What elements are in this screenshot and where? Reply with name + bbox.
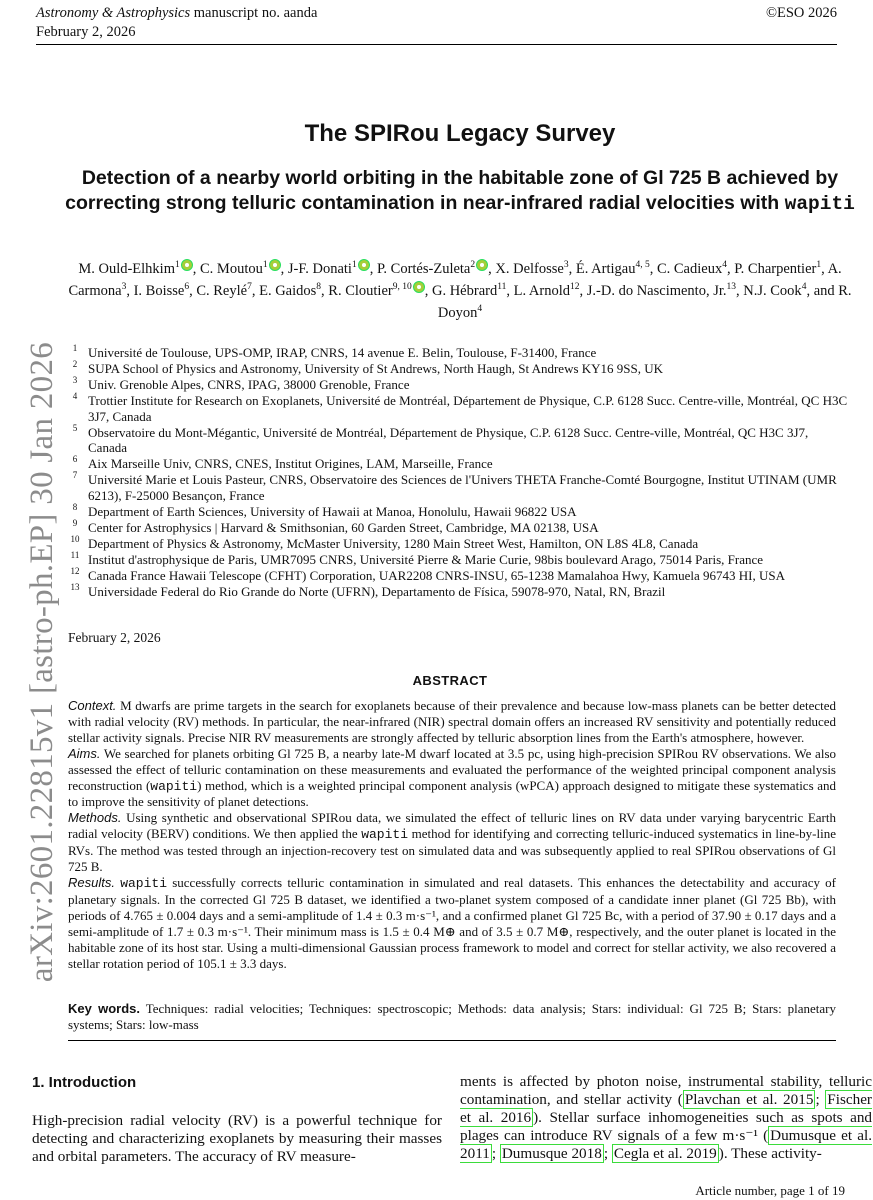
affiliation-text: Trottier Institute for Research on Exoplanets, Université de Montréal, Département de Physique, C.P. 6128 Succ. Centre-ville, Montréal, QC H3C 3J7, Canada bbox=[88, 392, 848, 424]
aims-text-b: ) method, which is a weighted principal component analysis (wPCA) approach designed to mitigate these systematics and to improve the sensitivity of planet detections. bbox=[68, 777, 836, 810]
abstract-methods bbox=[68, 810, 836, 875]
author-name: J-F. Donati bbox=[287, 261, 352, 277]
author bbox=[328, 283, 432, 299]
affiliation-text: Department of Physics & Astronomy, McMaster University, 1280 Main Street West, Hamilton, ON L8S 4L8, Canada bbox=[88, 535, 699, 551]
journal-name: Astronomy & Astrophysics bbox=[36, 5, 191, 21]
affiliation-item bbox=[68, 374, 848, 393]
author-affiliation-number: 1 bbox=[175, 260, 180, 271]
author-separator: , bbox=[821, 261, 828, 277]
author-affiliation-number: 1 bbox=[816, 260, 822, 271]
author bbox=[576, 261, 657, 277]
author bbox=[743, 283, 838, 299]
subtitle-code: wapiti bbox=[784, 193, 855, 215]
author-name: P. Cortés-Zuleta bbox=[376, 261, 471, 277]
orcid-icon[interactable] bbox=[269, 259, 281, 271]
author-name: M. Ould-Elhkim bbox=[78, 261, 175, 277]
abstract-context bbox=[68, 698, 836, 746]
abstract-aims bbox=[68, 746, 836, 811]
abstract-results bbox=[68, 875, 836, 971]
author-affiliation-number: 12 bbox=[570, 282, 580, 293]
author-name: G. Hébrard bbox=[431, 283, 498, 299]
author bbox=[288, 261, 377, 277]
author bbox=[134, 283, 197, 299]
author bbox=[495, 261, 575, 277]
author-name: L. Arnold bbox=[513, 283, 571, 299]
author-separator: , bbox=[369, 261, 377, 277]
affiliation-item bbox=[68, 358, 848, 377]
abstract-heading: ABSTRACT bbox=[412, 673, 488, 688]
page-footer: Article number, page 1 of 19 bbox=[695, 1183, 845, 1198]
author-affiliation-number: 1 bbox=[262, 260, 268, 271]
author-affiliation-number: 4 bbox=[477, 304, 483, 315]
orcid-icon[interactable] bbox=[413, 281, 425, 293]
author-name: R. Doyon bbox=[437, 283, 852, 321]
affiliation-text: Université Marie et Louis Pasteur, CNRS, Observatoire des Sciences de l'Univers THETA Franche-Comté Bourgogne, Institut UTINAM (UMR 6213), F-25000 Besançon, France bbox=[88, 472, 837, 504]
affiliation-text: Aix Marseille Univ, CNRS, CNES, Institut Origines, LAM, Marseille, France bbox=[88, 456, 493, 472]
results-code: wapiti bbox=[120, 875, 167, 891]
affiliation-text: Department of Earth Sciences, University of Hawaii at Manoa, Honolulu, Hawaii 96822 USA bbox=[88, 504, 577, 520]
intro-left-column: High-precision radial velocity (RV) is a powerful technique for detecting and characterizing exoplanets by measuring their masses and orbital parameters. The accuracy of RV measure- bbox=[32, 1112, 442, 1165]
author-separator: , bbox=[726, 261, 735, 277]
orcid-icon[interactable] bbox=[358, 259, 370, 271]
author-separator: , bbox=[736, 283, 744, 299]
orcid-icon[interactable] bbox=[476, 259, 488, 271]
affiliation-item bbox=[68, 581, 848, 600]
header-divider bbox=[36, 44, 837, 45]
affiliation-text: Observatoire du Mont-Mégantic, Université de Montréal, Département de Physique, C.P. 6128 Succ. Centre-ville, Montréal, QC H3C 3J7, Canada bbox=[88, 424, 809, 456]
author-separator: , bbox=[126, 283, 134, 299]
author-separator: , bbox=[506, 283, 514, 299]
manuscript-id: manuscript no. aanda bbox=[193, 5, 318, 21]
affiliation-item bbox=[68, 472, 848, 504]
author bbox=[196, 283, 259, 299]
affiliation-number: 12 bbox=[70, 565, 80, 576]
affiliation-number: 9 bbox=[72, 517, 78, 528]
affiliation-number: 5 bbox=[72, 422, 78, 433]
methods-code: wapiti bbox=[361, 827, 409, 843]
methods-text-a: Using synthetic and observational SPIRou data, we simulated the effect of telluric lines on RV data under varying barycentric Earth radial velocity (BERV) conditions. We then applied the bbox=[68, 810, 836, 842]
author-name: A. Carmona bbox=[68, 261, 842, 299]
author-affiliation-number: 4, 5 bbox=[635, 260, 650, 271]
author-affiliation-number: 2 bbox=[470, 260, 476, 271]
keywords-text: Techniques: radial velocities; Techniques: spectroscopic; Methods: data analysis; Stars: individual: Gl 725 B; Stars: planetary systems; Stars: low-mass bbox=[68, 1001, 837, 1032]
author-affiliation-number: 13 bbox=[726, 282, 737, 293]
running-header bbox=[36, 4, 317, 42]
affiliation-number: 1 bbox=[72, 343, 78, 353]
author-name: É. Artigau bbox=[575, 261, 636, 277]
author-name: C. Reylé bbox=[196, 283, 248, 299]
affiliation-text: SUPA School of Physics and Astronomy, University of St Andrews, North Haugh, St Andrews KY16 9SS, UK bbox=[88, 360, 664, 376]
affiliation-text: Institut d'astrophysique de Paris, UMR7095 CNRS, Université Pierre & Marie Curie, 98bis boulevard Arago, 75014 Paris, France bbox=[88, 551, 764, 567]
author-separator: , bbox=[579, 283, 587, 299]
affiliation-number: 4 bbox=[72, 390, 78, 401]
author-affiliation-number: 6 bbox=[184, 282, 190, 293]
orcid-icon[interactable] bbox=[181, 259, 193, 271]
author bbox=[78, 261, 200, 277]
author-affiliation-number: 11 bbox=[497, 282, 507, 293]
intro-text-a: ments is affected by photon noise, instrumental stability, telluric contamination, and stellar activity ( bbox=[460, 1073, 872, 1108]
author-name: R. Cloutier bbox=[328, 283, 393, 299]
paper-title: The SPIRou Legacy Survey bbox=[304, 120, 616, 147]
author bbox=[200, 261, 288, 277]
intro-right-column: ments is affected by photon noise, instrumental stability, telluric contamination, and stellar activity ( Plavchan et al. 2015 ; Fischer et al. 2016 ). Stellar surface inhomogeneities such as spots and plages can introduce RV signals of a few m·s⁻¹ ( Dumusque et al. 2011 ; Dumusque 2018 ; Cegla et al. 2019 ). These activity- bbox=[460, 1073, 873, 1162]
aims-code: wapiti bbox=[150, 778, 198, 794]
affiliation-item bbox=[68, 422, 848, 457]
author-name: C. Cadieux bbox=[656, 261, 723, 277]
author-name: I. Boisse bbox=[133, 283, 185, 299]
author-separator: , bbox=[424, 283, 432, 299]
affiliation-number: 2 bbox=[72, 358, 78, 369]
author-name: X. Delfosse bbox=[495, 261, 564, 277]
affiliation-text: Universidade Federal do Rio Grande do Norte (UFRN), Departamento de Física, 59078-970, Natal, RN, Brazil bbox=[88, 583, 666, 599]
affiliation-item bbox=[68, 345, 848, 361]
author-affiliation-number: 3 bbox=[121, 282, 127, 293]
author bbox=[514, 283, 587, 299]
affiliation-number: 13 bbox=[70, 581, 80, 592]
received-date: February 2, 2026 bbox=[68, 630, 161, 645]
citation-link[interactable]: Fischer et al. 2016 bbox=[460, 1091, 872, 1126]
author-separator: , and bbox=[806, 283, 839, 299]
author-affiliation-number: 7 bbox=[247, 282, 252, 293]
citation-link[interactable]: Dumusque 2018 bbox=[501, 1145, 602, 1162]
author-name: N.J. Cook bbox=[743, 283, 802, 299]
affiliation-list bbox=[68, 345, 848, 600]
keywords-label: Key words. bbox=[68, 1001, 141, 1016]
author-separator: , bbox=[251, 283, 260, 299]
author-name: P. Charpentier bbox=[734, 261, 817, 277]
keywords bbox=[68, 1001, 836, 1033]
affiliation-number: 6 bbox=[72, 454, 78, 465]
affiliation-item bbox=[68, 456, 848, 472]
author-list bbox=[60, 258, 860, 324]
arxiv-stamp[interactable]: arXiv:2601.22815v1 [astro-ph.EP] 30 Jan 2026 bbox=[24, 341, 60, 983]
author bbox=[734, 261, 827, 277]
affiliation-item bbox=[68, 517, 848, 536]
author bbox=[587, 283, 744, 299]
author bbox=[432, 283, 514, 299]
affiliation-number: 3 bbox=[72, 374, 78, 385]
author bbox=[657, 261, 734, 277]
results-label: Results. bbox=[68, 874, 115, 890]
citation-link[interactable]: Cegla et al. 2019 bbox=[613, 1145, 717, 1162]
copyright: ©ESO 2026 bbox=[765, 5, 837, 21]
author-affiliation-number: 8 bbox=[316, 282, 322, 293]
aims-label: Aims. bbox=[68, 745, 101, 761]
affiliation-text: Univ. Grenoble Alpes, CNRS, IPAG, 38000 Grenoble, France bbox=[88, 376, 410, 392]
author-affiliation-number: 1 bbox=[351, 260, 357, 271]
citation-link[interactable]: Plavchan et al. 2015 bbox=[684, 1091, 814, 1108]
context-label: Context. bbox=[68, 698, 117, 713]
affiliation-item bbox=[68, 565, 848, 584]
abstract-divider bbox=[68, 1040, 836, 1041]
affiliation-number: 8 bbox=[72, 502, 78, 513]
author-affiliation-number: 3 bbox=[563, 260, 569, 271]
author-separator: , bbox=[321, 283, 329, 299]
subtitle-text: Detection of a nearby world orbiting in the habitable zone of Gl 725 B achieved by correcting strong telluric contamination in near-infrared radial velocities with bbox=[65, 167, 839, 214]
affiliation-number: 11 bbox=[70, 549, 80, 560]
intro-text-c: ). These activity- bbox=[718, 1145, 822, 1162]
affiliation-number: 7 bbox=[72, 470, 78, 481]
author-separator: , bbox=[649, 261, 657, 277]
methods-text-b: method for identifying and correcting telluric-induced systematics in line-by-line RVs. The method was tested through an injection-recovery test on simulated data and was subsequently applied to real SPIRou observations of Gl 725 B. bbox=[68, 826, 836, 875]
section-heading-introduction: 1. Introduction bbox=[32, 1074, 137, 1091]
methods-label: Methods. bbox=[68, 810, 122, 826]
affiliation-text: Université de Toulouse, UPS-OMP, IRAP, CNRS, 14 avenue E. Belin, Toulouse, F-31400, France bbox=[88, 345, 597, 360]
affiliation-item bbox=[68, 533, 848, 552]
affiliation-item bbox=[68, 504, 848, 520]
author bbox=[377, 261, 495, 277]
author-affiliation-number: 4 bbox=[801, 282, 807, 293]
author-affiliation-number: 4 bbox=[722, 260, 727, 271]
results-text: successfully corrects telluric contamination in simulated and real datasets. This enhances the detectability and accuracy of planetary signals. In the corrected Gl 725 B dataset, we identified a two-planet system composed of a candidate inner planet (Gl 725 Bb), with periods of 4.765 ± 0.004 days and a semi-amplitude of 1.4 ± 0.3 m·s⁻¹, and a confirmed planet Gl 725 Bc, with a period of 37.90 ± 0.17 days and a semi-amplitude of 1.7 ± 0.3 m·s⁻¹. Their minimum mass is 1.5 ± 0.4 M⊕ and of 3.5 ± 0.7 M⊕, respectively, and the outer planet is located in the habitable zone of its host star. Using a multi-dimensional Gaussian process framework to model and correct for stellar activity, we also recovered a stellar rotation period of 105.1 ± 3.3 days. bbox=[68, 874, 837, 971]
context-text: M dwarfs are prime targets in the search for exoplanets because of their prevalence and because low-mass planets can be better detected with radial velocity (RV) methods. In particular, the near-infrared (NIR) spectral domain offers an increased RV sensitivity and potentially reduced stellar activity signals. Precise NIR RV measurements are strongly affected by telluric absorption lines from the Earth's atmosphere, however. bbox=[68, 698, 837, 745]
author-name: J.-D. do Nascimento, Jr. bbox=[586, 283, 727, 299]
intro-text-b: ). Stellar surface inhomogeneities such as spots and plages can introduce RV signals of a few m·s⁻¹ ( bbox=[460, 1109, 873, 1144]
author-separator: , bbox=[192, 261, 200, 277]
affiliation-item bbox=[68, 390, 848, 425]
affiliation-number: 10 bbox=[70, 533, 80, 544]
affiliation-text: Center for Astrophysics | Harvard & Smithsonian, 60 Garden Street, Cambridge, MA 02138, USA bbox=[88, 519, 599, 535]
affiliation-item bbox=[68, 549, 848, 568]
citation-link[interactable]: Dumusque et al. 2011 bbox=[460, 1127, 872, 1162]
author-separator: , bbox=[189, 283, 197, 299]
author-separator: , bbox=[280, 261, 288, 277]
author bbox=[259, 283, 328, 299]
header-date: February 2, 2026 bbox=[36, 24, 136, 40]
affiliation-text: Canada France Hawaii Telescope (CFHT) Corporation, UAR2208 CNRS-INSU, 65-1238 Mamalahoa Hwy, Kamuela 96743 HI, USA bbox=[88, 567, 785, 583]
author-separator: , bbox=[568, 261, 576, 277]
author-name: C. Moutou bbox=[200, 261, 263, 277]
paper-subtitle bbox=[40, 166, 873, 217]
author-separator: , bbox=[488, 261, 496, 277]
abstract-body bbox=[68, 698, 836, 971]
author-name: E. Gaidos bbox=[259, 283, 317, 299]
author-affiliation-number: 9, 10 bbox=[392, 282, 412, 293]
aims-text-a: We searched for planets orbiting Gl 725 B, a nearby late-M dwarf located at 3.5 pc, using high-precision SPIRou RV observations. We also assessed the effect of telluric contamination on these measurements and evaluated the performance of the weighted principal component analysis reconstruction ( bbox=[68, 745, 836, 793]
